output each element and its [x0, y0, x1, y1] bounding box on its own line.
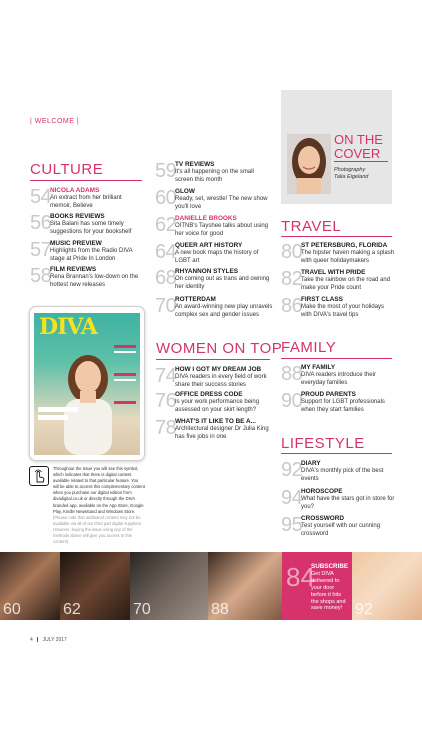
- digital-content-note-disclaimer: (Please note that additional content may not be available via all of our third part digital suppliers. However, buying the issue using any of the methods above will give you access to this content): [53, 514, 143, 545]
- toc-page-number: 59: [155, 160, 177, 182]
- toc-description: Architectural designer Dr Julia King has five jobs in one: [175, 426, 269, 440]
- magazine-cover: [34, 313, 140, 455]
- digital-content-note-text: Throughout the issue you will see this symbol, which indicates that there is digital content available related to that particular feature. You will be able to access this complementary content when you purchase our digital edition from divadigital.co.uk or directly through the DIVA branded app, available on the App Store, Google Play, Kindle Newsstand and Windows Store.: [53, 466, 145, 514]
- toc-title: FILM REVIEWS: [50, 266, 97, 273]
- toc-title: CROSSWORD: [301, 515, 344, 522]
- section-family-heading: FAMILY: [281, 339, 337, 356]
- cover-model-illustration: [34, 313, 140, 455]
- section-travel-rule: [281, 236, 392, 237]
- toc-description: Sita Balani has some timely suggestions for your bookshelf: [50, 221, 132, 235]
- toc-page-number: 70: [155, 295, 177, 317]
- section-lifestyle-heading: LIFESTYLE: [281, 435, 365, 452]
- toc-page-number: 82: [281, 268, 303, 290]
- subscribe-panel[interactable]: [282, 552, 352, 620]
- strip-page-number: 70: [133, 601, 151, 618]
- toc-page-number: 92: [281, 459, 303, 481]
- toc-title: MUSIC PREVIEW: [50, 240, 102, 247]
- toc-page-number: 64: [155, 241, 177, 263]
- toc-description: The hipster haven making a splash with queer holidaymakers: [301, 250, 395, 264]
- subscribe-page-number: 84: [286, 562, 315, 592]
- subscribe-description: Get DIVA delivered to your door before it hits the shops and save money!: [311, 571, 346, 612]
- toc-page-number: 86: [281, 295, 303, 317]
- strip-photo-glow: [60, 552, 130, 620]
- toc-page-number: 78: [155, 417, 177, 439]
- section-culture-heading: CULTURE: [30, 161, 104, 178]
- toc-description: Make the most of your holidays with DIVA's travel tips: [301, 304, 385, 318]
- toc-description: OITNB's Tayshee talks about using her voice for good: [175, 223, 269, 237]
- toc-page-number: 62: [155, 214, 177, 236]
- section-women-on-top-heading: WOMEN ON TOP: [156, 340, 283, 357]
- section-travel-heading: TRAVEL: [281, 218, 342, 235]
- footer-divider: [37, 637, 38, 642]
- toc-page-number: 58: [30, 265, 52, 287]
- strip-photo-nicola-adams: [0, 552, 60, 620]
- toc-title: BOOKS REVIEWS: [50, 213, 105, 220]
- toc-title: QUEER ART HISTORY: [175, 242, 243, 249]
- toc-description: DIVA readers in every field of work share their success stories: [175, 374, 267, 388]
- toc-page-number: 54: [30, 186, 52, 208]
- section-culture-rule: [30, 180, 142, 181]
- toc-title: HOW I GOT MY DREAM JOB: [175, 366, 262, 373]
- strip-photo-my-family: [208, 552, 282, 620]
- toc-description: Is your work performance being assessed on your skirt length?: [175, 399, 260, 413]
- on-the-cover-title-line2: COVER: [334, 145, 381, 161]
- toc-title: WHAT'S IT LIKE TO BE A...: [175, 418, 256, 425]
- toc-page-number: 76: [155, 390, 177, 412]
- toc-title: MY FAMILY: [301, 364, 336, 371]
- toc-page-number: 60: [155, 187, 177, 209]
- page-number: 4: [30, 637, 33, 643]
- issue-date: JULY 2017: [42, 637, 67, 643]
- toc-title: FIRST CLASS: [301, 296, 343, 303]
- toc-page-number: 80: [281, 241, 303, 263]
- section-women-on-top-rule: [156, 359, 270, 360]
- toc-page-number: 56: [30, 212, 52, 234]
- toc-title: DIARY: [301, 460, 321, 467]
- subscribe-title: SUBSCRIBE: [311, 563, 349, 570]
- strip-photo-rotterdam: [130, 552, 208, 620]
- toc-description: Test yourself with our cunning crossword: [301, 523, 381, 537]
- section-family-rule: [281, 358, 392, 359]
- toc-page-number: 88: [281, 363, 303, 385]
- toc-title: HOROSCOPE: [301, 488, 343, 495]
- on-the-cover-title: [334, 133, 383, 160]
- strip-page-number: 60: [3, 601, 21, 618]
- toc-description: Take the rainbow on the road and make your Pride count: [301, 277, 391, 291]
- toc-page-number: 68: [155, 267, 177, 289]
- strip-page-number: 62: [63, 601, 81, 618]
- cover-photo-credit: [334, 167, 368, 181]
- toc-description: An award-winning new play unravels complex sex and gender issues: [175, 304, 273, 318]
- toc-description: An extract from her brilliant memoir, Believe: [50, 195, 122, 209]
- strip-photo-diary: [352, 552, 422, 620]
- cover-credit-line2: Talia Eigeland: [334, 174, 369, 181]
- cover-credit-line1: Photography: [334, 167, 366, 173]
- photo-strip: [0, 552, 422, 620]
- cover-star-photo: [287, 134, 331, 194]
- toc-title: TRAVEL WITH PRIDE: [301, 269, 366, 276]
- toc-title: GLOW: [175, 188, 195, 195]
- toc-description: On coming out as trans and owning her identity: [175, 276, 270, 290]
- toc-title: ROTTERDAM: [175, 296, 216, 303]
- toc-title: PROUD PARENTS: [301, 391, 356, 398]
- toc-description: It's all happening on the small screen this month: [175, 169, 254, 183]
- toc-page-number: 95: [281, 514, 303, 536]
- toc-title: TV REVIEWS: [175, 161, 215, 168]
- ipad-cover-image: [29, 306, 145, 461]
- strip-page-number: 88: [211, 601, 229, 618]
- on-the-cover-rule: [334, 161, 388, 162]
- on-the-cover-title-line1: ON THE: [334, 132, 383, 147]
- toc-title: DANIELLE BROOKS: [175, 215, 237, 222]
- toc-description: What have the stars got in store for you?: [301, 496, 395, 510]
- toc-title: OFFICE DRESS CODE: [175, 391, 243, 398]
- toc-description: Rena Brannan's low-down on the hottest new releases: [50, 274, 139, 288]
- toc-description: Support for LGBT professionals when they start families: [301, 399, 385, 413]
- diva-logo: DIVA: [39, 314, 97, 340]
- toc-description: Highlights from the Radio DIVA stage at Pride In London: [50, 248, 133, 262]
- page-footer: [30, 637, 67, 643]
- toc-page-number: 90: [281, 390, 303, 412]
- toc-title: RHYANNON STYLES: [175, 268, 238, 275]
- toc-description: DIVA readers introduce their everyday families: [301, 372, 376, 386]
- toc-page-number: 74: [155, 365, 177, 387]
- toc-description: A new book maps the history of LGBT art: [175, 250, 259, 264]
- toc-title: ST PETERSBURG, FLORIDA: [301, 242, 388, 249]
- welcome-heading: | WELCOME |: [30, 118, 80, 125]
- toc-title: NICOLA ADAMS: [50, 187, 100, 194]
- toc-description: Ready, set, wrestle! The new show you'll love: [175, 196, 268, 210]
- section-lifestyle-rule: [281, 453, 392, 454]
- toc-description: DIVA's monthly pick of the best events: [301, 468, 384, 482]
- toc-page-number: 94: [281, 487, 303, 509]
- digital-content-note: [53, 466, 145, 545]
- toc-page-number: 57: [30, 239, 52, 261]
- strip-page-number: 92: [355, 601, 373, 618]
- digital-content-icon: [29, 466, 49, 486]
